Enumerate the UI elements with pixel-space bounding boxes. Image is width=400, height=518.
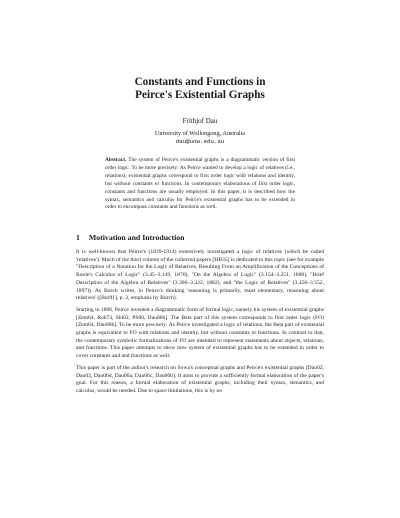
- title-line-1: Constants and Functions in: [134, 76, 266, 88]
- section-title: Motivation and Introduction: [88, 233, 185, 242]
- paragraph: This paper is part of the author's research on Sowa's conceptual graphs and Peirce's existential graphs [Dau02, Dau03, Dau06d, Dau06a, Dau06c, Dau06b]. It aims to provide a sufficiently formal elaboration of the paper's goal. For this reason, a formal elaboration of existential graphs, including their syntax, semantics, and calculus, would be needed. Due to space limitations, this is by no: [76, 364, 324, 394]
- section-heading: [76, 233, 185, 242]
- section-body: [76, 249, 324, 400]
- abstract-label: Abstract.: [105, 157, 127, 163]
- affiliation-block: [0, 130, 400, 146]
- title-line-2: Peirce's Existential Graphs: [135, 89, 265, 101]
- affiliation: University of Wollongong, Australia: [154, 130, 246, 137]
- author-email: dau@uow.edu.au: [175, 138, 225, 145]
- abstract: [105, 157, 295, 212]
- paper-title: [0, 76, 400, 102]
- section-number: 1: [76, 233, 80, 242]
- abstract-text: The system of Peirce's existential graphs is a diagrammatic version of first order logic. To be more precisely: As Peirce wanted to develop a logic of relatives (i.e., relations), existential graphs correspond to first order logic with relations and identity, but without constants or functions. In contemporary elaborations of first order logic, constants and functions are usually employed. In this paper, it is described how the syntax, semantics and calculus for Peirce's existential graphs has to be extended in order to encompass constants and functions as well.: [105, 157, 295, 211]
- paragraph: It is well-known that Peirce's (1839-1914) extensively investigated a logic of relatives (which he called 'relatives'). Much of the third volume of the collected papers [HB35] is dedicated to this topic (see for example "Description of a Notation for the Logic of Relatives, Resulting From an Amplification of the Conceptions of Boole's Calculus of Logic" (3.45–3.149, 1870), "On the Algebra of Logic" (3.154–3.251, 1880), "Brief Description of the Algebra of Relatives" (3.306–3.322, 1882), and "the Logic of Relatives" (3.456–3.552, 1897)). As Burch writes, in Peirce's thinking 'reasoning is primarily, most elementary, reasoning about relatives' ([Bur91], p. 2, emphasis by Burch).: [76, 249, 324, 302]
- paragraph: Starting in 1896, Peirce invented a diagrammatic form of formal logic, namely his system of existential graphs [Zem64, Rob73, Shi02, PS00, Dau06b]. The Beta part of this system corresponds to first order logic (FO) [Zem64, Dau06b]. To be more precisely: As Peirce investigated a logic of relations, the Beta part of existential graphs is equivalent to FO with relations and identity, but without constants or functions. In contrast to that, the contemporary symbolic formalizations of FO are intended to represent statements about objects, relations, and functions. This paper attempts to show how system of existential graphs has to be extended in order to cover constants and and functions as well.: [76, 306, 324, 360]
- author-name: Frithjof Dau: [182, 117, 218, 125]
